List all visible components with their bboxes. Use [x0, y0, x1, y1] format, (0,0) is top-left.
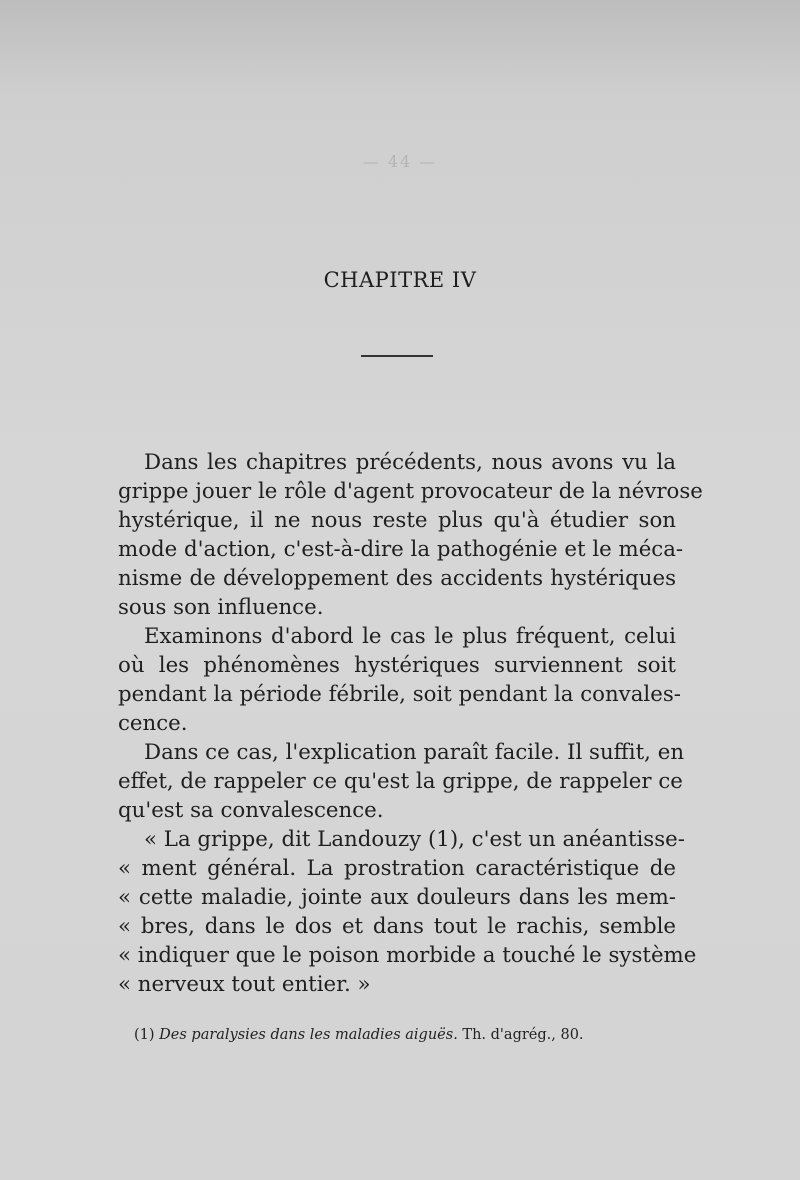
footnote: [134, 1027, 654, 1043]
text-line: « ment général. La prostration caractéristique de: [118, 856, 676, 881]
text-line: cence.: [118, 711, 188, 736]
text-line: « cette maladie, jointe aux douleurs dans les mem-: [118, 885, 676, 910]
quotation: [118, 825, 697, 999]
text-line: où les phénomènes hystériques surviennent soit: [118, 653, 676, 678]
footnote-title: Des paralysies dans les maladies aiguës.: [159, 1027, 458, 1043]
paragraph: [118, 448, 703, 622]
chapter-title: CHAPITRE IV: [323, 268, 477, 292]
page-number: — 44 —: [362, 152, 438, 171]
paragraph: [118, 738, 685, 825]
footnote-reference: Th. d'agrég., 80.: [462, 1027, 584, 1043]
text-line: effet, de rappeler ce qu'est la grippe, de rappeler ce: [118, 769, 683, 794]
text-line: « nerveux tout entier. »: [118, 972, 371, 997]
text-line: « indiquer que le poison morbide a touché le système: [118, 943, 697, 968]
text-line: Dans les chapitres précédents, nous avons vu la: [144, 450, 676, 475]
text-line: Dans ce cas, l'explication paraît facile. Il suffit, en: [144, 740, 685, 765]
body-text: [118, 448, 703, 999]
text-line: nisme de développement des accidents hystériques: [118, 566, 676, 591]
title-rule: [361, 355, 433, 357]
text-line: « La grippe, dit Landouzy (1), c'est un anéantisse-: [144, 827, 685, 852]
text-line: qu'est sa convalescence.: [118, 798, 384, 823]
text-line: mode d'action, c'est-à-dire la pathogénie et le méca-: [118, 537, 684, 562]
text-line: hystérique, il ne nous reste plus qu'à étudier son: [118, 508, 676, 533]
text-line: sous son influence.: [118, 595, 324, 620]
text-line: « bres, dans le dos et dans tout le rachis, semble: [118, 914, 676, 939]
text-line: Examinons d'abord le cas le plus fréquent, celui: [144, 624, 676, 649]
text-line: pendant la période fébrile, soit pendant la convales-: [118, 682, 681, 707]
paragraph: [118, 622, 681, 738]
text-line: grippe jouer le rôle d'agent provocateur de la névrose: [118, 479, 703, 504]
footnote-mark: (1): [134, 1027, 155, 1043]
